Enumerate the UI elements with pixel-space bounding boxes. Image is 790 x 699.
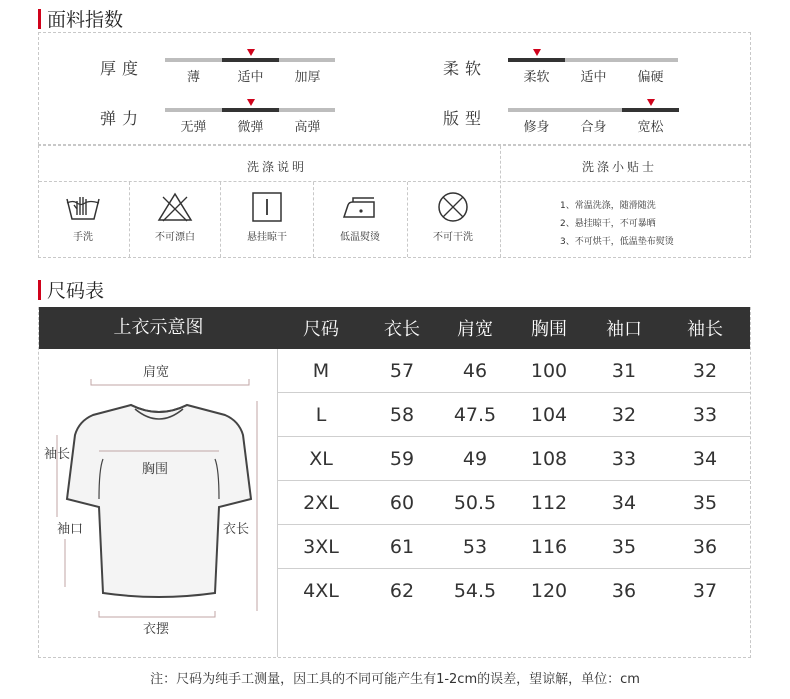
cell-shoulder: 50.5 <box>440 481 510 525</box>
option-medium-thickness: 适中 <box>237 70 264 85</box>
table-row <box>278 437 750 481</box>
option-regular: 合身 <box>580 120 607 135</box>
table-row <box>278 525 750 569</box>
cell-length: 59 <box>364 437 440 481</box>
wash-instructions-title: 洗涤说明 <box>247 160 308 174</box>
tshirt-diagram <box>39 349 277 657</box>
wash-item-hand-wash <box>38 181 128 257</box>
cell-chest: 100 <box>510 349 588 393</box>
col-header-sleeve: 袖长 <box>660 307 750 349</box>
option-loose: 宽松 <box>637 120 664 135</box>
cell-sleeve: 37 <box>692 579 718 602</box>
cell-chest: 120 <box>530 579 568 602</box>
cell-length: 58 <box>364 393 440 437</box>
scale-elasticity <box>165 108 335 112</box>
wash-cell-divider <box>313 182 314 257</box>
diagram-label-shoulder: 肩宽 <box>143 365 170 380</box>
wash-cell-divider <box>220 182 221 257</box>
table-row <box>278 569 750 613</box>
attr-label-fit: 版型 <box>443 109 488 128</box>
size-section-title: 尺码表 <box>38 276 104 303</box>
wash-tip: 2、悬挂晾干，不可暴晒 <box>560 219 656 229</box>
cell-size: 4XL <box>303 579 339 602</box>
col-header-chest: 胸围 <box>510 307 588 349</box>
selected-marker-softness <box>533 49 541 56</box>
title-accent-bar <box>38 9 41 29</box>
cell-shoulder: 54.5 <box>453 579 497 602</box>
option-medium-softness: 适中 <box>580 70 607 85</box>
cell-sleeve: 33 <box>660 393 750 437</box>
cell-size: 3XL <box>278 525 364 569</box>
size-table <box>278 307 750 612</box>
table-row <box>278 481 750 525</box>
cell-shoulder: 49 <box>440 437 510 481</box>
cell-size: L <box>278 393 364 437</box>
attr-label-elasticity: 弹力 <box>100 109 145 128</box>
selected-marker-elasticity <box>247 99 255 106</box>
col-header-size: 尺码 <box>278 307 364 349</box>
diagram-label-length: 衣长 <box>223 522 250 537</box>
shoulder-guide <box>91 379 249 385</box>
option-soft: 柔软 <box>523 70 550 85</box>
tshirt-outline <box>67 405 251 597</box>
cell-shoulder: 46 <box>440 349 510 393</box>
wash-tip: 3、不可烘干，低温垫布熨烫 <box>560 237 674 247</box>
fabric-section-title: 面料指数 <box>38 5 123 32</box>
cell-shoulder: 53 <box>440 525 510 569</box>
cell-length: 60 <box>364 481 440 525</box>
scale-softness <box>508 58 678 62</box>
cell-sleeve: 36 <box>660 525 750 569</box>
col-header-cuff: 袖口 <box>588 307 660 349</box>
selected-marker-thickness <box>247 49 255 56</box>
diagram-label-hem: 衣摆 <box>143 622 170 637</box>
no-dry-clean-icon <box>433 191 473 223</box>
wash-label: 不可干洗 <box>433 232 473 243</box>
cell-cuff: 33 <box>588 437 660 481</box>
cell-length: 61 <box>364 525 440 569</box>
wash-tip: 1、常温洗涤，随滑随洗 <box>560 201 656 211</box>
cell-size: XL <box>278 437 364 481</box>
cell-sleeve: 34 <box>660 437 750 481</box>
cell-sleeve: 35 <box>660 481 750 525</box>
cell-shoulder: 47.5 <box>440 393 510 437</box>
wash-tips-divider <box>500 146 501 257</box>
hem-guide <box>99 611 215 617</box>
cell-length: 57 <box>364 349 440 393</box>
wash-label: 手洗 <box>73 232 93 243</box>
wash-item-no-dry-clean <box>408 181 498 257</box>
cell-cuff: 36 <box>611 579 637 602</box>
cell-length: 62 <box>389 579 415 602</box>
cell-size: M <box>278 349 364 393</box>
option-no-stretch: 无弹 <box>180 120 207 135</box>
wash-label: 不可漂白 <box>155 232 195 243</box>
table-row <box>278 349 750 393</box>
option-stiff: 偏硬 <box>637 70 664 85</box>
wash-label: 悬挂晾干 <box>247 232 287 243</box>
hang-dry-icon <box>247 191 287 223</box>
cell-cuff: 31 <box>588 349 660 393</box>
scale-fit <box>508 108 678 112</box>
low-iron-icon <box>340 191 380 223</box>
attr-label-thickness: 厚度 <box>100 59 145 78</box>
size-table-header <box>278 307 750 349</box>
cell-chest: 112 <box>510 481 588 525</box>
cell-cuff: 35 <box>588 525 660 569</box>
cell-chest: 108 <box>510 437 588 481</box>
table-row <box>278 393 750 437</box>
measurement-note: 注：尺码为纯手工测量，因工具的不同可能产生有1-2cm的误差，望谅解，单位：cm <box>150 672 640 687</box>
cell-chest: 116 <box>510 525 588 569</box>
option-slight-stretch: 微弹 <box>237 120 264 135</box>
cell-sleeve: 32 <box>660 349 750 393</box>
attr-label-softness: 柔软 <box>443 59 488 78</box>
col-header-shoulder: 肩宽 <box>440 307 510 349</box>
hand-wash-icon <box>63 191 103 223</box>
cell-chest: 104 <box>510 393 588 437</box>
wash-label: 低温熨烫 <box>340 232 380 243</box>
title-accent-bar <box>38 280 41 300</box>
diagram-label-cuff: 袖口 <box>57 522 84 537</box>
diagram-label-sleeve-length: 袖长 <box>44 447 71 462</box>
option-thin: 薄 <box>186 70 200 85</box>
diagram-label-chest: 胸围 <box>142 462 169 477</box>
option-high-stretch: 高弹 <box>294 120 321 135</box>
diagram-header: 上衣示意图 <box>39 307 278 349</box>
cell-cuff: 34 <box>588 481 660 525</box>
selected-marker-fit <box>647 99 655 106</box>
col-header-length: 衣长 <box>364 307 440 349</box>
wash-item-hang-dry <box>222 181 312 257</box>
no-bleach-icon <box>155 191 195 223</box>
cell-size: 2XL <box>278 481 364 525</box>
wash-tips-title: 洗涤小贴士 <box>582 160 658 174</box>
wash-item-no-bleach <box>130 181 220 257</box>
scale-thickness <box>165 58 335 62</box>
cell-cuff: 32 <box>588 393 660 437</box>
option-thick: 加厚 <box>294 70 321 85</box>
option-slim: 修身 <box>523 120 550 135</box>
wash-item-low-iron <box>315 181 405 257</box>
